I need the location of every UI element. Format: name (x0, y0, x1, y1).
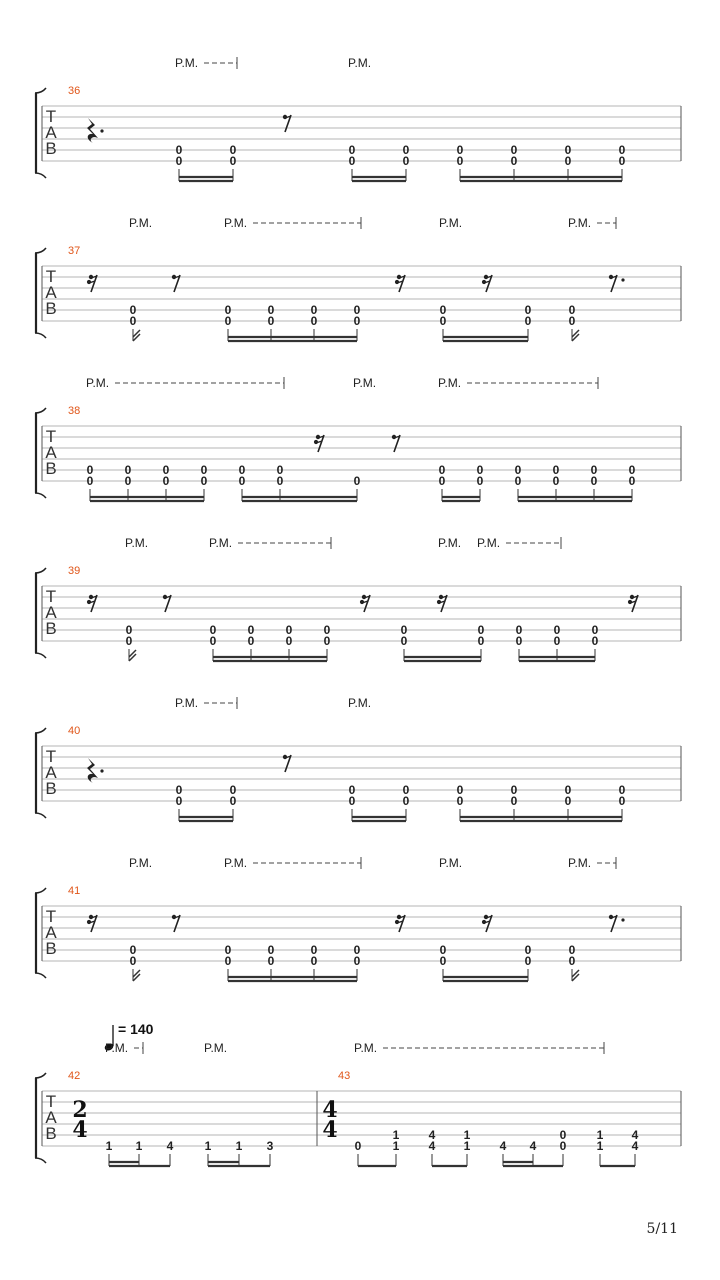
fret-number: 0 (238, 474, 246, 488)
tab-note (477, 463, 484, 501)
tab-note (225, 943, 232, 981)
tab-clef-letter: B (45, 139, 57, 158)
palm-mute-marking (125, 536, 148, 550)
rest-dot (100, 129, 103, 132)
tab-clef-letter: T (45, 587, 57, 606)
tab-note (592, 623, 599, 661)
tab-note (239, 463, 246, 501)
fret-number: 0 (524, 954, 532, 968)
tab-clef-letter: A (45, 923, 57, 942)
fret-number: 0 (310, 954, 318, 968)
bracket-top-hook (35, 888, 46, 893)
tab-clef-letter: T (45, 107, 57, 126)
palm-mute-marking (438, 376, 598, 390)
tab-note (349, 143, 356, 181)
bracket-top-hook (35, 568, 46, 573)
fret-number: 0 (564, 783, 572, 797)
measure-number: 38 (68, 405, 81, 417)
tab-clef-letter: B (45, 299, 57, 318)
fret-number: 1 (235, 1139, 243, 1153)
fret-number: 0 (439, 303, 447, 317)
tab-clef-letter: A (45, 123, 57, 142)
bracket-top-hook (35, 1073, 46, 1078)
fret-number: 0 (553, 623, 561, 637)
tab-note (125, 463, 132, 501)
bracket-bottom-hook (35, 493, 46, 498)
fret-number: 0 (267, 314, 275, 328)
fret-number: 0 (175, 154, 183, 168)
tab-note (355, 1139, 362, 1166)
fret-number: 0 (618, 794, 626, 808)
palm-mute-marking (353, 376, 376, 390)
tab-note (591, 463, 598, 501)
fret-number: 0 (125, 634, 133, 648)
fret-number: 0 (348, 783, 356, 797)
fret-number: 0 (402, 783, 410, 797)
tab-note (176, 783, 183, 821)
tab-note (349, 783, 356, 821)
tab-system (35, 696, 681, 821)
rest-dot (621, 918, 624, 921)
tab-note (225, 303, 232, 341)
palm-mute-label: P.M. (477, 536, 501, 550)
fret-number: 0 (477, 623, 485, 637)
tab-note (525, 943, 532, 981)
palm-mute-marking (354, 1041, 604, 1055)
tab-note (429, 1128, 436, 1166)
fret-number: 0 (247, 634, 255, 648)
fret-number: 0 (524, 943, 532, 957)
fret-number: 0 (238, 463, 246, 477)
tab-clef-letter: B (45, 939, 57, 958)
fret-number: 0 (276, 474, 284, 488)
tab-clef-letter: T (45, 1092, 57, 1111)
fret-number: 4 (166, 1139, 174, 1153)
palm-mute-marking (568, 216, 616, 230)
tab-note (403, 783, 410, 821)
fret-number: 0 (353, 314, 361, 328)
tab-note (87, 463, 94, 501)
bracket-bottom-hook (35, 333, 46, 338)
tab-clef-letter: B (45, 619, 57, 638)
fret-number: 0 (175, 143, 183, 157)
tab-clef-letter: T (45, 747, 57, 766)
tab-note (457, 143, 464, 181)
fret-number: 0 (353, 474, 361, 488)
tab-note (619, 143, 626, 181)
fret-number: 0 (229, 143, 237, 157)
measure-number: 40 (68, 725, 81, 737)
tempo-value: = 140 (118, 1021, 154, 1037)
fret-number: 4 (428, 1139, 436, 1153)
tab-note (230, 143, 237, 181)
fret-number: 0 (175, 783, 183, 797)
tab-note (511, 143, 518, 181)
palm-mute-label: P.M. (439, 216, 463, 230)
tab-note (268, 943, 275, 981)
tab-system (35, 376, 681, 501)
fret-number: 0 (402, 794, 410, 808)
palm-mute-marking (224, 216, 361, 230)
palm-mute-label: P.M. (354, 1041, 378, 1055)
fret-number: 0 (285, 634, 293, 648)
fret-number: 0 (229, 154, 237, 168)
tab-note (619, 783, 626, 821)
bracket-bottom-hook (35, 653, 46, 658)
palm-mute-label: P.M. (175, 56, 199, 70)
fret-number: 0 (524, 314, 532, 328)
tab-note (403, 143, 410, 181)
fret-number: 0 (400, 623, 408, 637)
rest-dot (100, 769, 103, 772)
bracket-top-hook (35, 408, 46, 413)
fret-number: 0 (564, 143, 572, 157)
tab-note (525, 303, 532, 341)
tab-system (35, 1021, 681, 1166)
tab-note (354, 943, 361, 981)
bracket-top-hook (35, 88, 46, 93)
fret-number: 0 (559, 1128, 567, 1142)
page-number: 5/11 (646, 1221, 678, 1237)
palm-mute-label: P.M. (125, 536, 149, 550)
palm-mute-marking (129, 856, 152, 870)
tab-clef-letter: A (45, 603, 57, 622)
fret-number: 0 (400, 634, 408, 648)
fret-number: 0 (348, 143, 356, 157)
palm-mute-marking (129, 216, 152, 230)
tab-note (311, 943, 318, 981)
fret-number: 0 (86, 474, 94, 488)
fret-number: 0 (224, 303, 232, 317)
measure-number: 37 (68, 245, 81, 257)
tab-note (629, 463, 636, 501)
palm-mute-label: P.M. (209, 536, 233, 550)
palm-mute-marking (348, 56, 371, 70)
palm-mute-label: P.M. (86, 376, 110, 390)
fret-number: 0 (618, 154, 626, 168)
fret-number: 0 (310, 943, 318, 957)
palm-mute-label: P.M. (129, 856, 153, 870)
palm-mute-label: P.M. (568, 856, 592, 870)
tab-note (324, 623, 331, 661)
fret-number: 3 (266, 1139, 274, 1153)
palm-mute-marking (105, 1041, 143, 1055)
fret-number: 0 (477, 634, 485, 648)
fret-number: 0 (514, 474, 522, 488)
fret-number: 0 (200, 463, 208, 477)
tab-note (230, 783, 237, 821)
tab-clef-letter: T (45, 907, 57, 926)
tab-note (267, 1139, 274, 1166)
fret-number: 0 (456, 783, 464, 797)
tab-note (176, 143, 183, 181)
palm-mute-marking (209, 536, 331, 550)
fret-number: 0 (628, 474, 636, 488)
fret-number: 0 (552, 463, 560, 477)
tab-note (597, 1128, 604, 1166)
fret-number: 0 (402, 143, 410, 157)
fret-number: 0 (310, 303, 318, 317)
tab-note (440, 303, 447, 341)
fret-number: 0 (510, 143, 518, 157)
tab-note (560, 1128, 567, 1166)
fret-number: 0 (456, 794, 464, 808)
tab-clef-letter: A (45, 1108, 57, 1127)
fret-number: 0 (564, 794, 572, 808)
time-signature-top: 4 (322, 1097, 338, 1123)
fret-number: 0 (510, 794, 518, 808)
fret-number: 0 (354, 1139, 362, 1153)
tab-clef-letter: B (45, 1124, 57, 1143)
fret-number: 0 (439, 943, 447, 957)
tab-note (248, 623, 255, 661)
fret-number: 0 (175, 794, 183, 808)
tab-clef-letter: A (45, 283, 57, 302)
fret-number: 0 (552, 474, 560, 488)
fret-number: 0 (348, 154, 356, 168)
fret-number: 0 (310, 314, 318, 328)
fret-number: 0 (129, 954, 137, 968)
fret-number: 0 (439, 314, 447, 328)
fret-number: 4 (529, 1139, 537, 1153)
fret-number: 4 (428, 1128, 436, 1142)
fret-number: 0 (476, 463, 484, 477)
tab-note (401, 623, 408, 661)
fret-number: 0 (125, 623, 133, 637)
fret-number: 0 (510, 154, 518, 168)
tab-note (393, 1128, 400, 1166)
fret-number: 0 (568, 303, 576, 317)
tab-note (478, 623, 485, 661)
tab-note (511, 783, 518, 821)
fret-number: 1 (463, 1128, 471, 1142)
fret-number: 0 (129, 943, 137, 957)
tab-note (167, 1139, 174, 1166)
time-signature-top: 2 (72, 1097, 88, 1123)
tab-note (163, 463, 170, 501)
fret-number: 0 (129, 314, 137, 328)
palm-mute-marking (175, 56, 237, 70)
measure-number: 41 (68, 885, 81, 897)
bracket-top-hook (35, 248, 46, 253)
fret-number: 0 (353, 303, 361, 317)
palm-mute-label: P.M. (105, 1041, 129, 1055)
fret-number: 0 (267, 303, 275, 317)
fret-number: 0 (267, 943, 275, 957)
tab-note (464, 1128, 471, 1166)
tab-note (440, 943, 447, 981)
fret-number: 0 (564, 154, 572, 168)
fret-number: 0 (590, 474, 598, 488)
fret-number: 0 (276, 463, 284, 477)
fret-number: 0 (209, 623, 217, 637)
fret-number: 0 (590, 463, 598, 477)
fret-number: 0 (591, 623, 599, 637)
tab-note (457, 783, 464, 821)
fret-number: 1 (105, 1139, 113, 1153)
fret-number: 1 (596, 1128, 604, 1142)
fret-number: 0 (439, 954, 447, 968)
tab-clef-letter: T (45, 427, 57, 446)
measure-number: 36 (68, 85, 81, 97)
palm-mute-label: P.M. (348, 696, 372, 710)
fret-number: 0 (515, 634, 523, 648)
tab-system (35, 216, 681, 341)
tab-note (286, 623, 293, 661)
fret-number: 0 (229, 783, 237, 797)
palm-mute-marking (175, 696, 237, 710)
fret-number: 0 (229, 794, 237, 808)
measure-number: 42 (68, 1070, 81, 1082)
palm-mute-marking (477, 536, 561, 550)
tab-note (565, 143, 572, 181)
fret-number: 0 (553, 634, 561, 648)
fret-number: 0 (568, 954, 576, 968)
fret-number: 0 (129, 303, 137, 317)
tab-system (35, 536, 681, 661)
palm-mute-marking (438, 536, 461, 550)
fret-number: 0 (591, 634, 599, 648)
tab-note (439, 463, 446, 501)
fret-number: 0 (524, 303, 532, 317)
tab-clef-letter: A (45, 443, 57, 462)
fret-number: 1 (596, 1139, 604, 1153)
fret-number: 0 (353, 954, 361, 968)
fret-number: 0 (285, 623, 293, 637)
fret-number: 0 (456, 154, 464, 168)
fret-number: 1 (204, 1139, 212, 1153)
tab-clef-letter: A (45, 763, 57, 782)
palm-mute-label: P.M. (175, 696, 199, 710)
tab-note (565, 783, 572, 821)
fret-number: 0 (124, 474, 132, 488)
palm-mute-label: P.M. (353, 376, 377, 390)
tab-system (35, 856, 681, 981)
fret-number: 1 (392, 1139, 400, 1153)
fret-number: 0 (323, 623, 331, 637)
fret-number: 0 (348, 794, 356, 808)
fret-number: 0 (510, 783, 518, 797)
tab-system (35, 56, 681, 181)
palm-mute-marking (439, 856, 462, 870)
fret-number: 0 (568, 314, 576, 328)
measure-number: 43 (338, 1070, 351, 1082)
fret-number: 0 (628, 463, 636, 477)
palm-mute-marking (348, 696, 371, 710)
fret-number: 0 (456, 143, 464, 157)
bracket-bottom-hook (35, 973, 46, 978)
fret-number: 0 (402, 154, 410, 168)
fret-number: 1 (392, 1128, 400, 1142)
palm-mute-label: P.M. (204, 1041, 228, 1055)
fret-number: 0 (476, 474, 484, 488)
fret-number: 1 (463, 1139, 471, 1153)
palm-mute-label: P.M. (438, 376, 462, 390)
fret-number: 0 (353, 943, 361, 957)
measure-number: 39 (68, 565, 81, 577)
tab-note (354, 303, 361, 341)
palm-mute-label: P.M. (224, 216, 248, 230)
fret-number: 0 (618, 143, 626, 157)
palm-mute-label: P.M. (224, 856, 248, 870)
tab-note (553, 463, 560, 501)
tab-note (554, 623, 561, 661)
fret-number: 0 (323, 634, 331, 648)
bracket-bottom-hook (35, 1158, 46, 1163)
tab-clef-letter: T (45, 267, 57, 286)
palm-mute-label: P.M. (129, 216, 153, 230)
fret-number: 0 (86, 463, 94, 477)
bracket-top-hook (35, 728, 46, 733)
tab-note (632, 1128, 639, 1166)
fret-number: 0 (162, 463, 170, 477)
bracket-bottom-hook (35, 173, 46, 178)
fret-number: 0 (209, 634, 217, 648)
tab-note (210, 623, 217, 661)
fret-number: 0 (162, 474, 170, 488)
palm-mute-marking (224, 856, 361, 870)
palm-mute-label: P.M. (438, 536, 462, 550)
fret-number: 0 (224, 954, 232, 968)
tab-note (516, 623, 523, 661)
palm-mute-marking (568, 856, 616, 870)
fret-number: 0 (568, 943, 576, 957)
fret-number: 0 (224, 314, 232, 328)
tab-note (201, 463, 208, 501)
fret-number: 0 (514, 463, 522, 477)
tab-note (311, 303, 318, 341)
fret-number: 0 (267, 954, 275, 968)
fret-number: 0 (200, 474, 208, 488)
tab-note (277, 463, 284, 501)
time-signature-bottom: 4 (322, 1117, 338, 1143)
fret-number: 0 (559, 1139, 567, 1153)
fret-number: 0 (515, 623, 523, 637)
fret-number: 0 (438, 463, 446, 477)
tab-clef-letter: B (45, 779, 57, 798)
fret-number: 0 (124, 463, 132, 477)
fret-number: 0 (438, 474, 446, 488)
rest-dot (621, 278, 624, 281)
fret-number: 1 (135, 1139, 143, 1153)
palm-mute-marking (439, 216, 462, 230)
fret-number: 0 (224, 943, 232, 957)
tab-note (268, 303, 275, 341)
fret-number: 4 (631, 1139, 639, 1153)
bracket-bottom-hook (35, 813, 46, 818)
fret-number: 0 (618, 783, 626, 797)
time-signature-bottom: 4 (72, 1117, 88, 1143)
fret-number: 4 (499, 1139, 507, 1153)
fret-number: 4 (631, 1128, 639, 1142)
palm-mute-label: P.M. (348, 56, 372, 70)
palm-mute-label: P.M. (568, 216, 592, 230)
tab-clef-letter: B (45, 459, 57, 478)
tab-note (515, 463, 522, 501)
palm-mute-label: P.M. (439, 856, 463, 870)
palm-mute-marking (86, 376, 284, 390)
fret-number: 0 (247, 623, 255, 637)
palm-mute-marking (204, 1041, 227, 1055)
